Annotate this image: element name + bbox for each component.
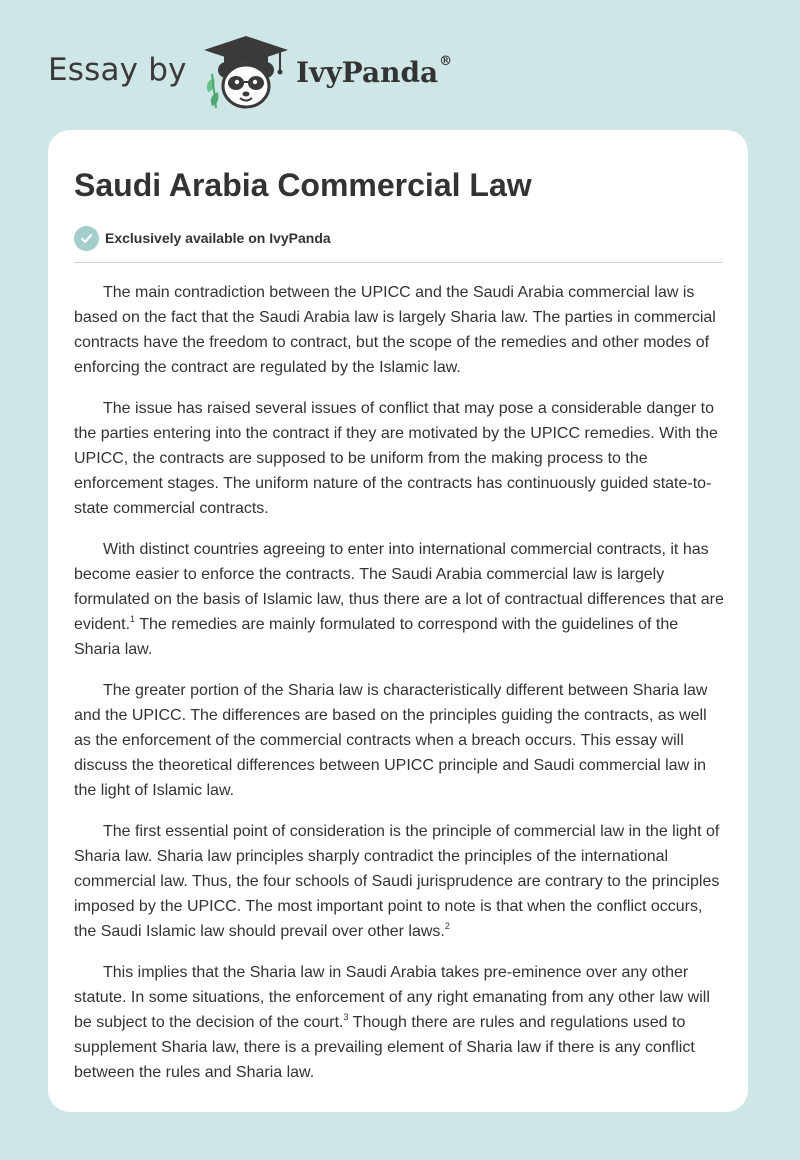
footnote-ref[interactable]: 1 [130,613,136,624]
paragraph-text: This implies that the Sharia law in Saudi Arabia takes pre-eminence over any other statute. In some situations, the enforcement of any right emanating from any other law will be subject to the decision of the court. [74,964,710,1031]
paragraph-text: With distinct countries agreeing to enter into international commercial contracts, it has become easier to enforce the contracts. The Saudi Arabia commercial law is largely formulated on the basis of Islamic law, thus there are a lot of contractual differences that are evident. [74,541,724,633]
footnote-ref[interactable]: 2 [444,920,450,931]
paragraph-text: The issue has raised several issues of conflict that may pose a considerable danger to the parties entering into the contract if they are motivated by the UPICC remedies. With the UPICC, the contracts are supposed to be uniform from the making process to the enforcement stages. The uniform nature of the contracts has continuously guided state-to-state commercial contracts. [74,400,718,517]
ivypanda-logo-icon[interactable] [200,34,292,110]
paragraph [74,396,724,521]
brand-text: IvyPanda [296,56,439,89]
paragraph-text: The remedies are mainly formulated to correspond with the guidelines of the Sharia law. [74,616,679,658]
essay-by-label: Essay by [48,52,187,88]
paragraph-text: The first essential point of consideration is the principle of commercial law in the light of Sharia law. Sharia law principles sharply contradict the principles of the international commercial law. Thus, the four schools of Saudi jurisprudence are contrary to the principles imposed by the UPICC. The most important point to note is that when the conflict occurs, the Saudi Islamic law should prevail over other laws. [74,823,720,940]
paragraph [74,960,724,1085]
exclusive-badge-text: Exclusively available on IvyPanda [105,230,331,246]
article-body [74,280,724,1085]
footnote-ref[interactable]: 3 [343,1011,349,1022]
paragraph-text: The main contradiction between the UPICC and the Saudi Arabia commercial law is based on the fact that the Saudi Arabia law is largely Sharia law. The parties in commercial contracts have the freedom to contract, but the scope of the remedies and other modes of enforcing the contract are regulated by the Islamic law. [74,284,716,376]
paragraph-text: Though there are rules and regulations used to supplement Sharia law, there is a prevailing element of Sharia law if there is any conflict between the rules and Sharia law. [74,1014,695,1081]
paragraph [74,280,724,380]
paragraph-text: The greater portion of the Sharia law is characteristically different between Sharia law and the UPICC. The differences are based on the principles guiding the contracts, as well as the enforcement of the commercial contracts when a breach occurs. This essay will discuss the theoretical differences between UPICC principle and Saudi commercial law in the light of Islamic law. [74,682,708,799]
exclusive-badge [74,225,722,251]
paragraph [74,678,724,803]
site-header [0,0,800,130]
paragraph [74,537,724,662]
page-title: Saudi Arabia Commercial Law [74,167,532,203]
check-icon [74,226,99,251]
paragraph [74,819,724,944]
brand-name[interactable] [296,56,452,89]
registered-mark: ® [439,54,453,69]
title-divider [74,262,722,263]
article-card [48,130,748,1112]
